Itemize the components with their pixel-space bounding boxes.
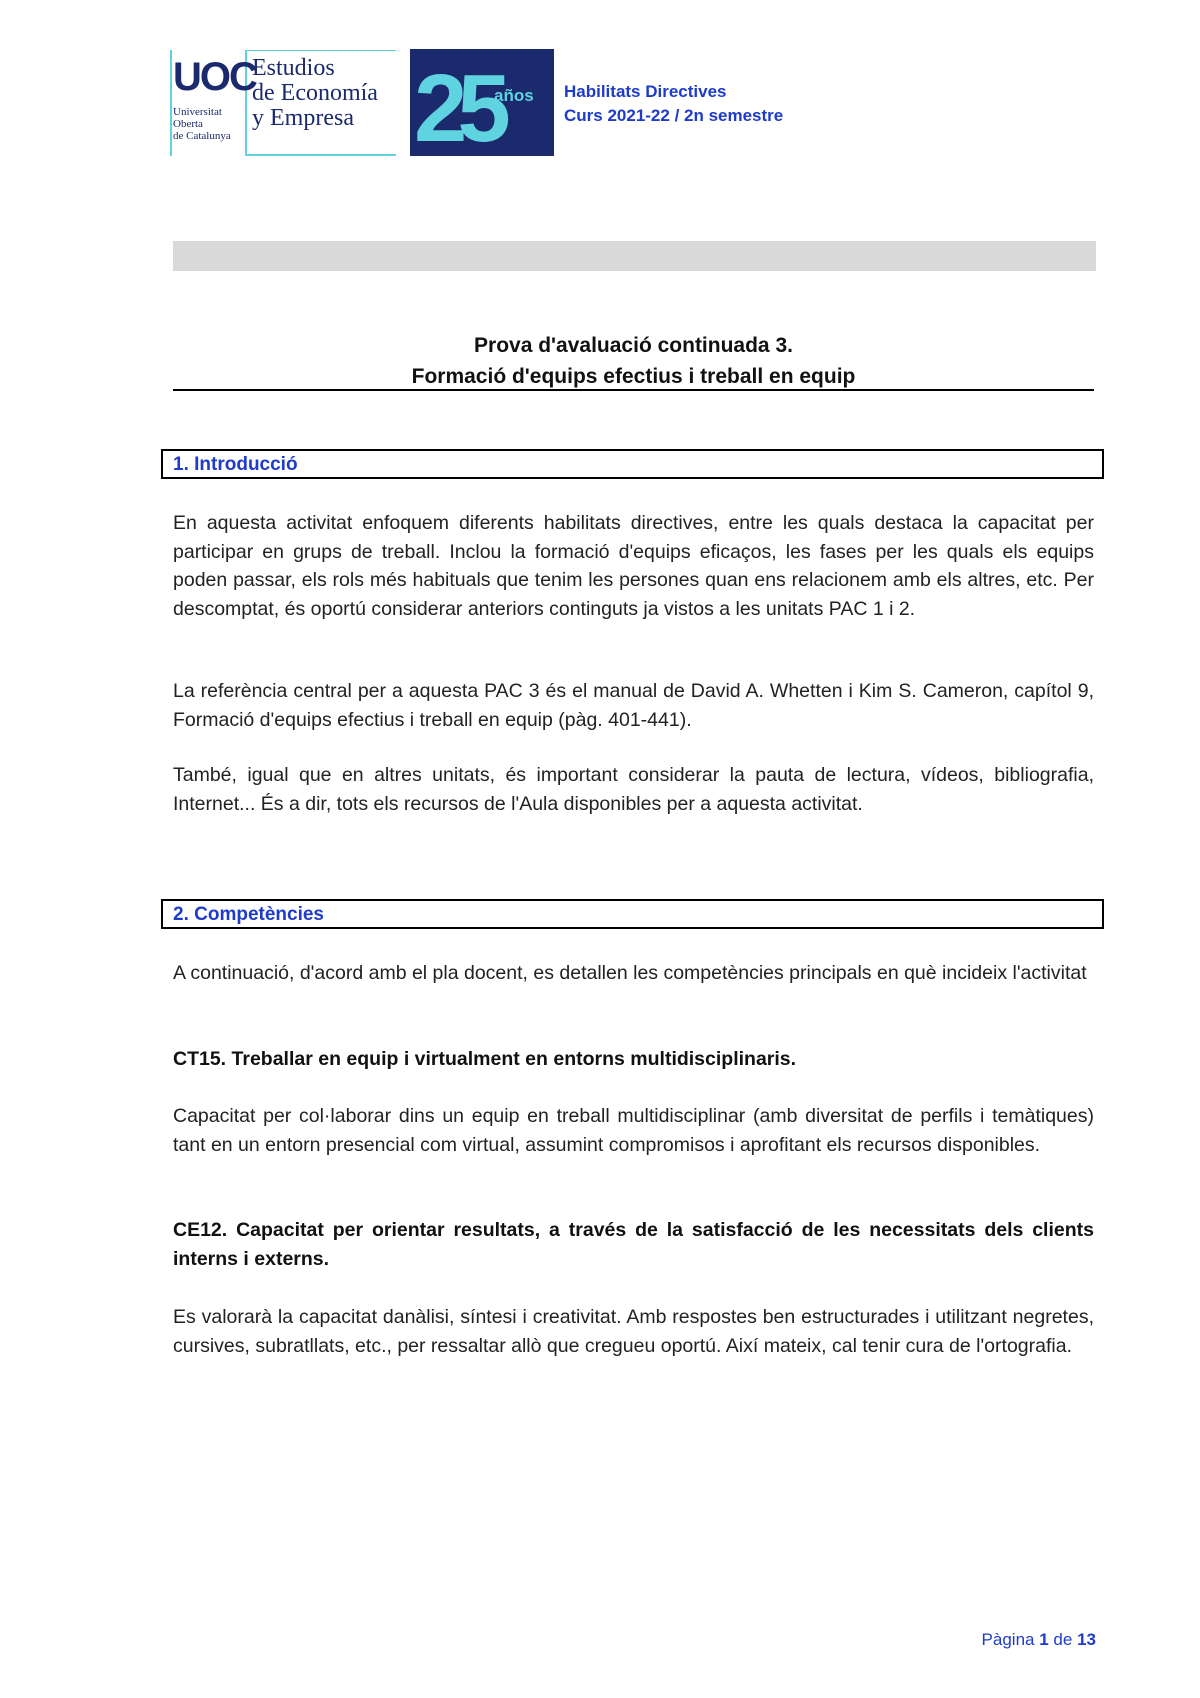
section-1-paragraph-2: La referència central per a aquesta PAC 3 és el manual de David A. Whetten i Kim S. Cameron, capítol 9, Formació d'equips efectius i treball en equip (pàg. 401-441).: [173, 680, 1094, 731]
section-2-intro: A continuació, d'acord amb el pla docent, es detallen les competències principals en què incideix l'activitat: [173, 962, 1087, 984]
uoc-subtitle-1: Universitat: [173, 106, 222, 118]
page-of: de: [1053, 1630, 1073, 1649]
school-line-1: Estudios: [252, 55, 335, 81]
section-1-heading-box: [161, 449, 1104, 479]
uoc-subtitle-2: Oberta: [173, 118, 203, 130]
ct15-title: CT15. Treballar en equip i virtualment en entorns multidisciplinaris.: [173, 1048, 797, 1070]
header-course-info: [564, 80, 783, 128]
grey-separator-bar: [173, 241, 1096, 271]
title-underline: [173, 389, 1094, 391]
uoc-acronym: UOC: [173, 55, 256, 99]
uoc-logo-graphic: [170, 50, 396, 156]
section-2-heading-box: [161, 899, 1104, 929]
uoc-subtitle-3: de Catalunya: [173, 130, 231, 142]
page-number: [940, 1630, 1096, 1650]
section-1-paragraph-1: En aquesta activitat enfoquem diferents habilitats directives, entre les quals destaca la capacitat per participar en grups de treball. Inclou la formació d'equips eficaços, les fases per les quals els equips poden passar, els rols més habituals que tenim les persones quan ens relacionem amb els altres, etc. Per descomptat, és oportú considerar anteriors continguts ja vistos a les unitats PAC 1 i 2.: [173, 512, 1094, 620]
anniversary-number: 25: [414, 55, 501, 156]
section-1-heading: 1. Introducció: [173, 454, 298, 475]
ct15-description: Capacitat per col·laborar dins un equip en treball multidisciplinar (amb diversitat de perfils i temàtiques) tant en un entorn presencial com virtual, assumint compromisos i aprofitant els recursos disponibles.: [173, 1105, 1094, 1156]
section-2-heading: 2. Competències: [173, 904, 324, 925]
anniversary-logo-graphic: [410, 49, 554, 156]
ce12-title: CE12. Capacitat per orientar resultats, a través de la satisfacció de les necessitats dels clients interns i externs.: [173, 1219, 1094, 1270]
course-term: Curs 2021-22 / 2n semestre: [564, 106, 784, 125]
page-total: 13: [1077, 1630, 1096, 1649]
uoc-logo: [170, 50, 396, 156]
school-line-3: y Empresa: [252, 105, 354, 131]
anniversary-logo: [410, 49, 554, 156]
evaluation-criteria: Es valorarà la capacitat danàlisi, síntesi i creativitat. Amb respostes ben estructurades i utilitzant negretes, cursives, subratllats, etc., per ressaltar allò que cregueu oportú. Així mateix, cal tenir cura de l'ortografia.: [173, 1306, 1094, 1357]
document-title: [173, 330, 1094, 392]
section-1-paragraph-3: També, igual que en altres unitats, és important considerar la pauta de lectura, vídeos, bibliografia, Internet... És a dir, tots els recursos de l'Aula disponibles per a aquesta activitat.: [173, 764, 1094, 815]
title-line-2: Formació d'equips efectius i treball en equip: [411, 365, 856, 388]
page-current: 1: [1039, 1630, 1049, 1649]
title-line-1: Prova d'avaluació continuada 3.: [474, 334, 793, 357]
anniversary-text: años: [494, 86, 534, 105]
school-line-2: de Economía: [252, 80, 378, 106]
course-name: Habilitats Directives: [564, 82, 727, 101]
page-label: Pàgina: [981, 1630, 1035, 1649]
